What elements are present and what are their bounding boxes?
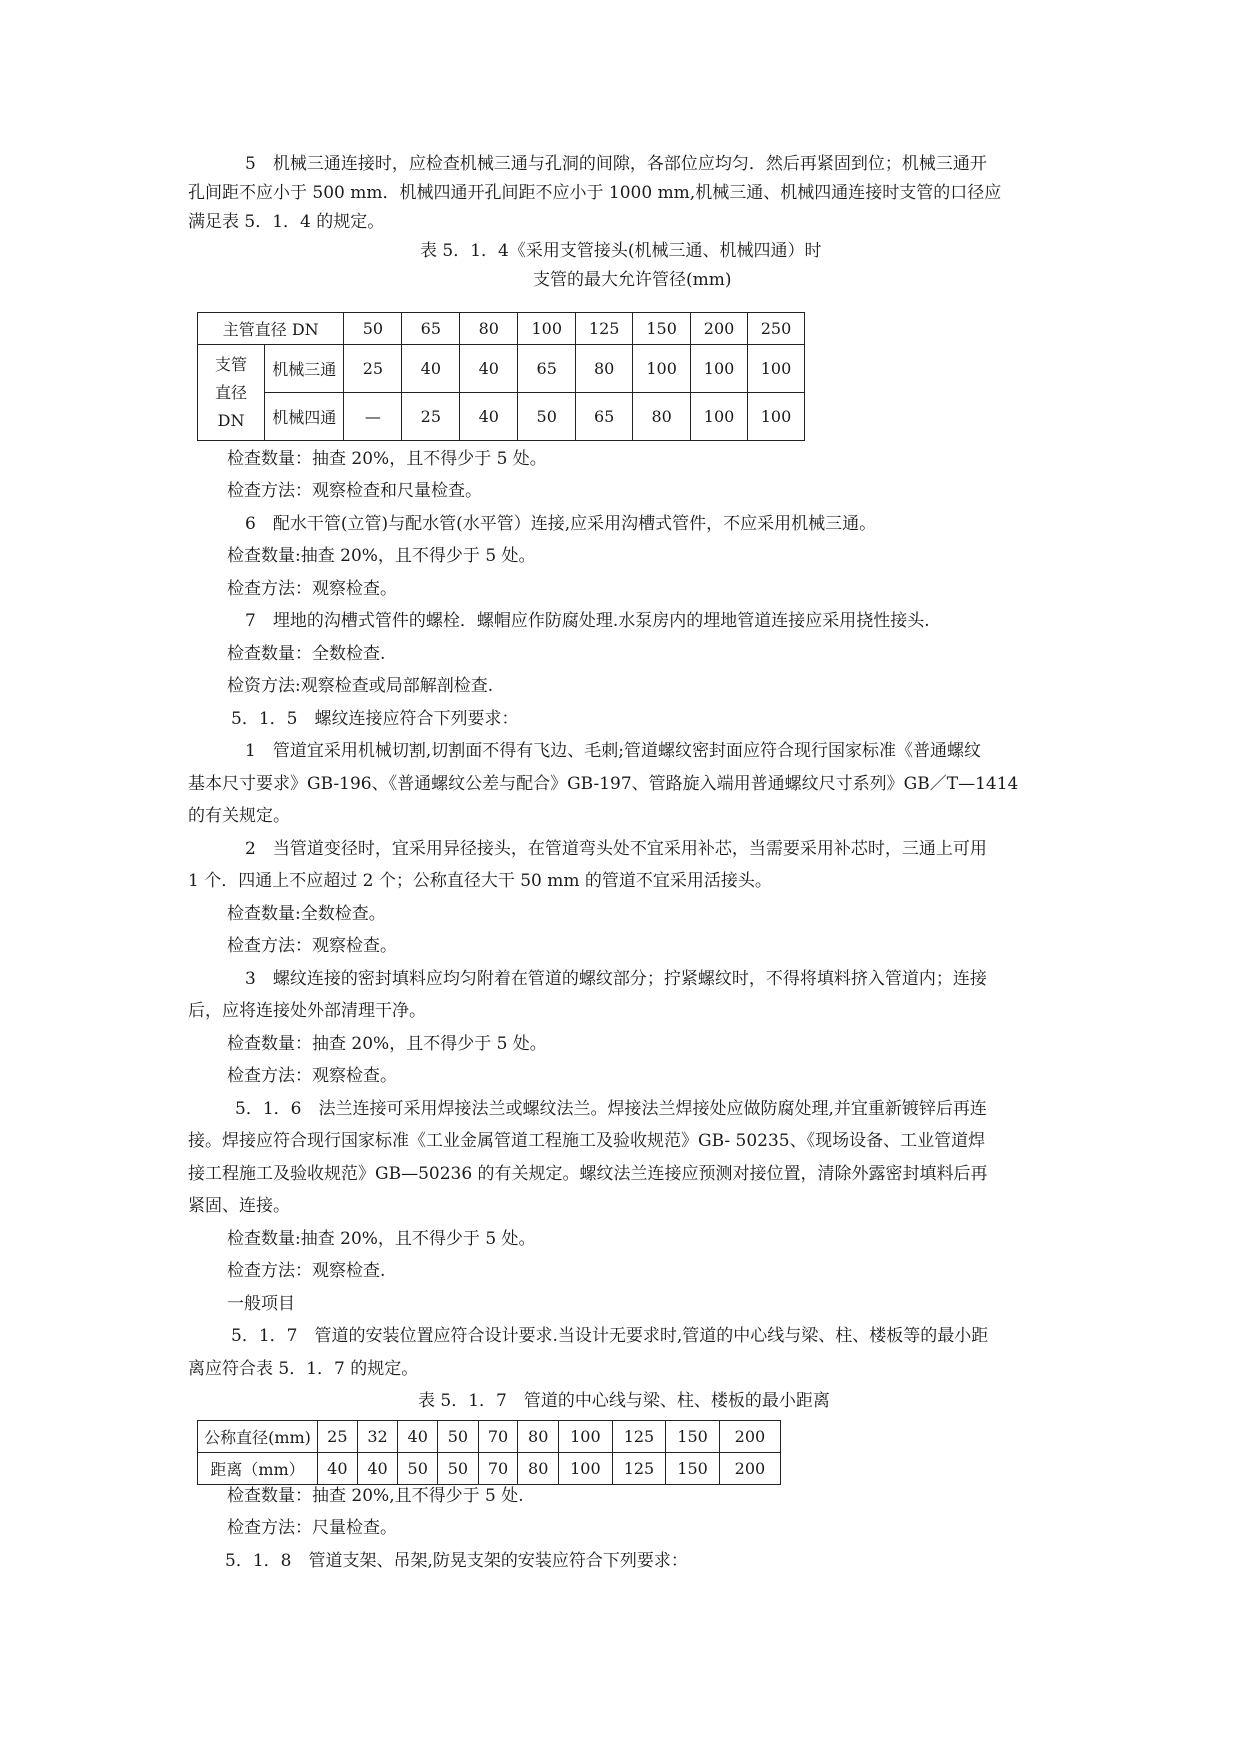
table-cell: 125: [612, 1421, 666, 1453]
paragraph-line: 基本尺寸要求》GB-196、《普通螺纹公差与配合》GB-197、管路旋入端用普通螺纹尺寸系列》GB／T—1414: [188, 774, 1019, 794]
table-cell: 100: [559, 1421, 613, 1453]
table-cell: 150: [666, 1453, 720, 1485]
table-cell: 125: [612, 1453, 666, 1485]
paragraph-line: 1 个．四通上不应超过 2 个；公称直径大干 50 mm 的管道不宜采用活接头。: [188, 871, 772, 891]
table-cell: 50: [398, 1453, 438, 1485]
paragraph-line: 后，应将连接处外部清理干净。: [188, 1001, 426, 1021]
table-caption: 支管的最大允许管径(mm): [533, 270, 732, 290]
table-cell: 40: [318, 1453, 358, 1485]
table-caption: 表 5．1．4《采用支管接头(机械三通、机械四通）时: [420, 241, 822, 261]
paragraph-line: 的有关规定。: [188, 806, 290, 826]
paragraph-line: 满足表 5．1．4 的规定。: [188, 212, 385, 232]
table-cell: 距离（mm）: [198, 1453, 318, 1485]
table-cell: 机械三通: [265, 345, 344, 393]
table-caption: 表 5．1．7 管道的中心线与梁、柱、楼板的最小距离: [418, 1391, 830, 1411]
table-cell: 100: [518, 313, 576, 345]
paragraph-line: 离应符合表 5．1．7 的规定。: [188, 1359, 419, 1379]
paragraph-line: 接。焊接应符合现行国家标准《工业金属管道工程施工及验收规范》GB- 50235、《现场设备、工业管道焊: [188, 1131, 986, 1151]
table-cell: 80: [576, 345, 633, 393]
min-distance-table: [197, 1420, 781, 1485]
paragraph-line: 2 当管道变径时，宜采用异径接头，在管道弯头处不宜采用补芯，当需要采用补芯时，三通上可用: [245, 839, 987, 859]
table-cell: 80: [518, 1453, 559, 1485]
table-cell: 150: [666, 1421, 720, 1453]
table-cell: 50: [438, 1453, 479, 1485]
paragraph-line: 5 机械三通连接时，应检查机械三通与孔洞的间隙，各部位应均匀．然后再紧固到位；机械三通开: [245, 154, 987, 174]
table-cell: 40: [398, 1421, 438, 1453]
table-row: [198, 393, 805, 441]
paragraph-line: 检查数量：抽查 20%，且不得少于 5 处。: [227, 1034, 547, 1054]
branch-pipe-table: [197, 312, 805, 441]
table-cell: 50: [344, 313, 402, 345]
table-cell: —: [344, 393, 402, 441]
paragraph-line: 检查方法：观察检查。: [227, 1066, 397, 1086]
paragraph-line: 6 配水干管(立管)与配水管(水平管）连接,应采用沟槽式管件，不应采用机械三通。: [245, 514, 877, 534]
table-cell: 100: [691, 345, 748, 393]
paragraph-line: 检查方法：观察检查和尺量检查。: [227, 481, 482, 501]
paragraph-line: 1 管道宜采用机械切割,切割面不得有飞边、毛刺;管道螺纹密封面应符合现行国家标准《普通螺纹: [245, 741, 981, 761]
paragraph-line: 检查数量:全数检查。: [227, 904, 386, 924]
paragraph-line: 检查数量:抽查 20%，且不得少于 5 处。: [227, 1229, 536, 1249]
paragraph-line: 3 螺纹连接的密封填料应均匀附着在管道的螺纹部分；拧紧螺纹时，不得将填料挤入管道内；连接: [245, 969, 987, 989]
table-cell: 100: [691, 393, 748, 441]
paragraph-line: 检查方法：观察检查.: [227, 1261, 386, 1281]
table-cell: 80: [518, 1421, 559, 1453]
table-cell: 200: [719, 1421, 780, 1453]
table-cell: 40: [460, 393, 518, 441]
table-cell: 公称直径(mm): [198, 1421, 318, 1453]
table-cell: 25: [402, 393, 460, 441]
paragraph-line: 检查数量：全数检查.: [227, 644, 386, 664]
paragraph-line: 检资方法:观察检查或局部解剖检查.: [227, 676, 494, 696]
table-group-cell: [198, 345, 265, 441]
table-cell: 100: [559, 1453, 613, 1485]
table-cell: 70: [478, 1453, 518, 1485]
table-cell: 200: [691, 313, 748, 345]
table-cell: 150: [633, 313, 691, 345]
group-label-line: 直径: [215, 382, 248, 402]
table-cell: 80: [460, 313, 518, 345]
paragraph-line: 接工程施工及验收规范》GB—50236 的有关规定。螺纹法兰连接应预测对接位置，清除外露密封填料后再: [188, 1164, 988, 1184]
paragraph-line: 孔间距不应小于 500 mm．机械四通开孔间距不应小于 1000 mm,机械三通、机械四通连接时支管的口径应: [188, 183, 1002, 203]
table-header-row: [198, 313, 805, 345]
table-cell: 80: [633, 393, 691, 441]
table-cell: 70: [478, 1421, 518, 1453]
table-cell: 250: [748, 313, 805, 345]
paragraph-line: 7 埋地的沟槽式管件的螺栓．螺帽应作防腐处理.水泵房内的埋地管道连接应采用挠性接头.: [245, 611, 930, 631]
table-cell: 65: [518, 345, 576, 393]
table-cell: 25: [318, 1421, 358, 1453]
table-cell: 50: [438, 1421, 479, 1453]
table-cell: 100: [748, 393, 805, 441]
table-cell: 200: [719, 1453, 780, 1485]
table-cell: 40: [402, 345, 460, 393]
table-cell: 125: [576, 313, 633, 345]
table-cell: 主管直径 DN: [198, 313, 344, 345]
table-cell: 65: [576, 393, 633, 441]
paragraph-line: 检查方法：观察检查。: [227, 936, 397, 956]
table-cell: 32: [357, 1421, 398, 1453]
table-cell: 40: [357, 1453, 398, 1485]
table-row: [198, 345, 805, 393]
table-row: [198, 1421, 781, 1453]
table-cell: 100: [748, 345, 805, 393]
table-row: [198, 1453, 781, 1485]
paragraph-line: 检查数量：抽查 20%，且不得少于 5 处。: [227, 449, 547, 469]
section-heading: 5．1．5 螺纹连接应符合下列要求：: [231, 709, 519, 729]
table-cell: 100: [633, 345, 691, 393]
section-heading: 5．1．6 法兰连接可采用焊接法兰或螺纹法兰。焊接法兰焊接处应做防腐处理,并宜重新镀锌后再连: [235, 1099, 987, 1119]
table-cell: 50: [518, 393, 576, 441]
paragraph-line: 紧固、连接。: [188, 1196, 290, 1216]
table-cell: 25: [344, 345, 402, 393]
group-label-line: 支管: [215, 354, 248, 374]
table-cell: 40: [460, 345, 518, 393]
table-cell: 65: [402, 313, 460, 345]
subheading: 一般项目: [227, 1294, 295, 1314]
paragraph-line: 检查数量:抽查 20%，且不得少于 5 处。: [227, 546, 536, 566]
paragraph-line: 检查数量：抽查 20%,且不得少于 5 处.: [227, 1486, 524, 1506]
table-cell: 机械四通: [265, 393, 344, 441]
paragraph-line: 检查方法：尺量检查。: [227, 1518, 397, 1538]
section-heading: 5．1．7 管道的安装位置应符合设计要求.当设计无要求时,管道的中心线与梁、柱、楼板等的最小距: [231, 1326, 989, 1346]
paragraph-line: 检查方法：观察检查。: [227, 579, 397, 599]
group-label-line: DN: [217, 410, 245, 430]
section-heading: 5．1．8 管道支架、吊架,防晃支架的安装应符合下列要求：: [225, 1551, 688, 1571]
